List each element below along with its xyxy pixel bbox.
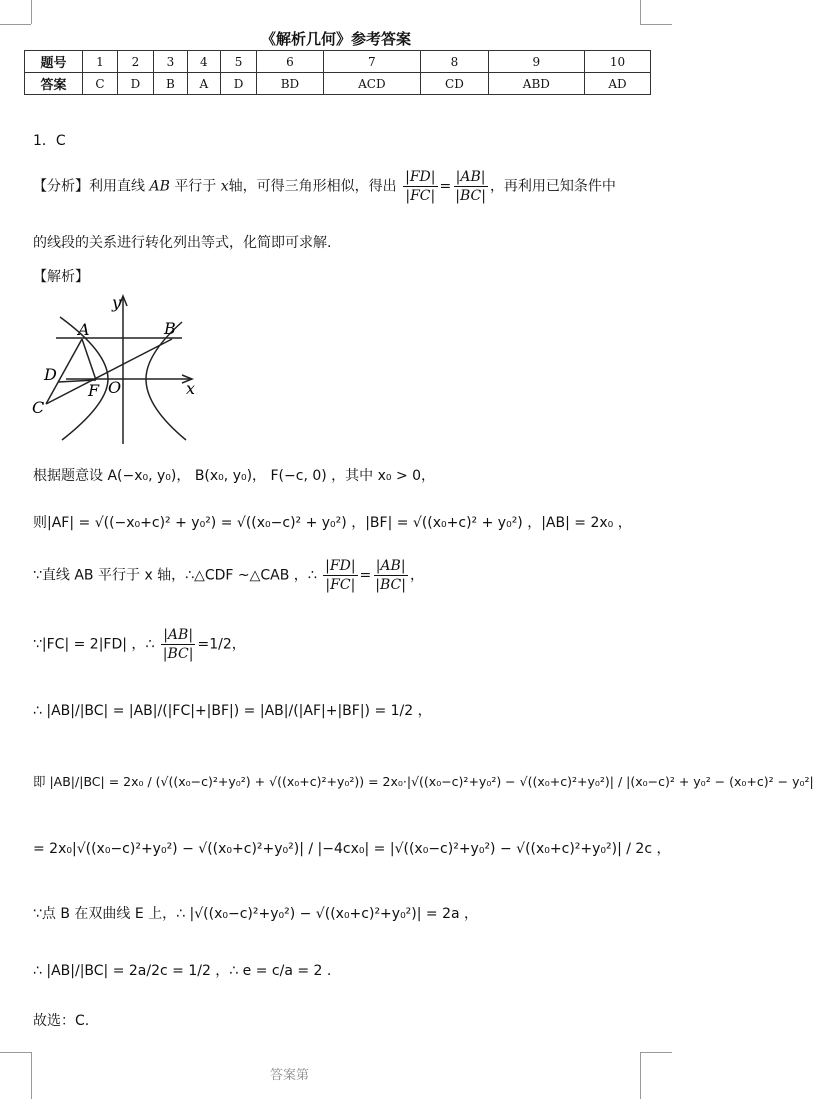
fc-line: ∵|FC| = 2|FD| ，∴ $\frac{|AB|}{|BC|}$ =1/2，	[33, 627, 246, 662]
table-row	[25, 73, 651, 95]
corner-mark	[31, 0, 32, 24]
corner-mark	[640, 1052, 641, 1099]
table-row	[25, 51, 651, 73]
point-b-line: ∵点 B 在双曲线 E 上，∴ |√((x₀−c)²+y₀²) − √((x₀+c)²+y₀²)| = 2a ，	[33, 906, 479, 922]
conclusion: 故选：C.	[33, 1013, 90, 1029]
table-cell: B	[154, 73, 188, 95]
table-cell: CD	[421, 73, 489, 95]
table-cell: 4	[187, 51, 220, 73]
table-cell: 8	[421, 51, 489, 73]
corner-mark	[640, 24, 672, 25]
parallel-text: ∵直线 AB 平行于 x 轴，∴△CDF ~△CAB ，∴	[33, 567, 317, 584]
table-cell: C	[83, 73, 118, 95]
table-cell: ABD	[488, 73, 584, 95]
label-b: B	[164, 319, 176, 338]
solution-tag: 【解析】	[33, 269, 89, 285]
analysis-line: 【分析】利用直线 AB 平行于 x轴，可得三角形相似，得出 $\frac{|FD|}{|FC|}$ = $\frac{|AB|}{|BC|}$ ，再利用已知条件中	[33, 169, 616, 204]
corner-mark	[31, 1052, 32, 1099]
fraction: $\frac{|FD|}{|FC|}$	[325, 558, 356, 593]
label-f: F	[88, 381, 100, 400]
final-line: ∴ |AB|/|BC| = 2a/2c = 1/2 ，∴ e = c/a = 2 .	[33, 963, 332, 979]
corner-mark	[0, 24, 31, 25]
label-d: D	[44, 365, 57, 384]
fc-value: 1/2	[209, 636, 232, 653]
table-cell: 10	[584, 51, 650, 73]
label-o: O	[108, 378, 122, 397]
fraction: $\frac{|AB|}{|BC|}$	[375, 558, 406, 593]
corner-mark	[640, 1052, 672, 1053]
page-title: 《解析几何》参考答案	[260, 30, 411, 48]
page-footer: 答案第	[270, 1068, 310, 1083]
hyperbola-figure	[30, 292, 200, 450]
fraction: $\frac{|AB|}{|BC|}$	[162, 627, 194, 662]
corner-mark	[0, 1052, 31, 1053]
table-row-label: 答案	[25, 73, 83, 95]
analysis-text: 轴，可得三角形相似，得出	[228, 178, 397, 195]
corner-mark	[640, 0, 641, 24]
analysis-text: x	[220, 178, 229, 195]
analysis-tag: 【分析】	[33, 178, 89, 195]
ratio-line: ∴ |AB|/|BC| = |AB|/(|FC|+|BF|) = |AB|/(|AF|+|BF|) = 1/2 ，	[33, 703, 432, 719]
question-heading: 1．C	[33, 133, 66, 149]
setup-line: 根据题意设 A(−x₀, y₀)， B(x₀, y₀)， F(−c, 0) ，其中 x₀ > 0，	[33, 468, 436, 484]
table-cell: A	[187, 73, 220, 95]
table-cell: D	[220, 73, 256, 95]
answer-table	[24, 50, 651, 95]
table-cell: 1	[83, 51, 118, 73]
table-cell: 2	[117, 51, 153, 73]
table-cell: AD	[584, 73, 650, 95]
analysis-text: 利用直线	[89, 178, 145, 195]
af-line: 则|AF| = √((−x₀+c)² + y₀²) = √((x₀−c)² + y₀²) ，|BF| = √((x₀+c)² + y₀²) ，|AB| = 2x₀ ，	[33, 515, 632, 531]
fraction: $\frac{|AB|}{|BC|}$	[455, 169, 486, 204]
table-cell: 3	[154, 51, 188, 73]
label-y: y	[112, 293, 122, 312]
table-cell: BD	[257, 73, 324, 95]
label-x: x	[186, 379, 196, 398]
table-cell: D	[117, 73, 153, 95]
analysis-line-2: 的线段的关系进行转化列出等式，化简即可求解.	[33, 235, 332, 251]
parallel-line: ∵直线 AB 平行于 x 轴，∴△CDF ~△CAB ，∴ $\frac{|FD|}{|FC|}$ = $\frac{|AB|}{|BC|}$ ，	[33, 558, 424, 593]
table-cell: 6	[257, 51, 324, 73]
table-cell: ACD	[323, 73, 420, 95]
label-c: C	[32, 398, 45, 417]
analysis-text: AB	[149, 178, 170, 195]
ji-line-1: 即 |AB|/|BC| = 2x₀ / (√((x₀−c)²+y₀²) + √((x₀+c)²+y₀²)) = 2x₀·|√((x₀−c)²+y₀²) − √((x₀+c)²+y₀²)| / |(x₀−c)² + y₀² − (x₀+c)² − y₀²|	[33, 774, 814, 789]
analysis-text: ，再利用已知条件中	[489, 178, 616, 195]
table-row-label: 题号	[25, 51, 83, 73]
ji-line-2: = 2x₀|√((x₀−c)²+y₀²) − √((x₀+c)²+y₀²)| / |−4cx₀| = |√((x₀−c)²+y₀²) − √((x₀+c)²+y₀²)| / 2c ，	[33, 841, 671, 857]
analysis-text: 平行于	[174, 178, 217, 195]
label-a: A	[78, 320, 90, 339]
table-cell: 7	[323, 51, 420, 73]
table-cell: 5	[220, 51, 256, 73]
fraction: $\frac{|FD|}{|FC|}$	[405, 169, 436, 204]
fc-text: ∵|FC| = 2|FD| ，∴	[33, 636, 155, 653]
table-cell: 9	[488, 51, 584, 73]
